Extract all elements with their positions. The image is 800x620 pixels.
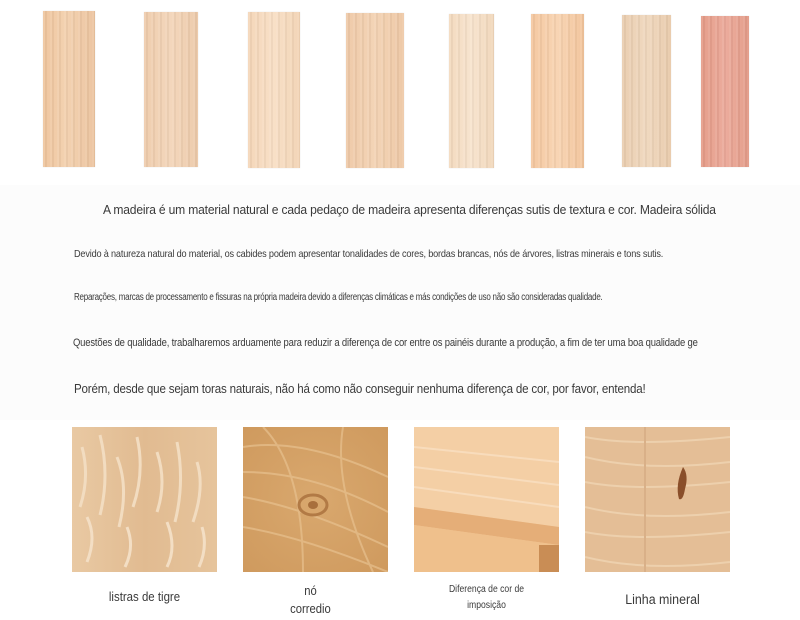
caption-loose-knot-line-2: corredio — [290, 602, 331, 616]
caption-loose-knot-line-1: nó — [304, 584, 317, 598]
loose-knot-sample — [243, 427, 388, 572]
color-difference-sample — [414, 427, 559, 572]
wood-plank-5 — [449, 14, 494, 168]
wood-plank-2 — [144, 12, 198, 167]
description-line-4: Questões de qualidade, trabalharemos arduamente para reduzir a diferença de cor entre os painéis durante a produção, a fim de ter uma boa qualidade ge — [73, 337, 698, 349]
description-line-5: Porém, desde que sejam toras naturais, não há como não conseguir nenhuma diferença de cor, por favor, entenda! — [74, 381, 646, 396]
wood-plank-8 — [701, 16, 749, 167]
description-line-1: A madeira é um material natural e cada pedaço de madeira apresenta diferenças sutis de textura e cor. Madeira sólida — [103, 202, 716, 217]
caption-color-difference-line-1: Diferença de cor de — [448, 584, 525, 595]
caption-color-difference-line-2: imposição — [467, 600, 506, 611]
mineral-line-sample — [585, 427, 730, 572]
caption-color-difference — [424, 582, 549, 614]
caption-tiger-stripes: listras de tigre — [108, 589, 181, 604]
wood-plank-1 — [43, 11, 95, 167]
wood-plank-4 — [346, 13, 404, 168]
caption-loose-knot — [250, 582, 372, 618]
description-line-3: Reparações, marcas de processamento e fissuras na própria madeira devido a diferenças climáticas e más condições de uso não são consideradas qualidade. — [74, 292, 603, 303]
tiger-stripes-sample — [72, 427, 217, 572]
wood-plank-3 — [248, 12, 300, 168]
wood-plank-7 — [622, 15, 671, 167]
caption-mineral-line: Linha mineral — [625, 592, 700, 607]
description-line-2: Devido à natureza natural do material, os cabides podem apresentar tonalidades de cores, bordas brancas, nós de árvores, listras minerais e tons sutis. — [74, 248, 664, 260]
wood-plank-6 — [531, 14, 584, 168]
